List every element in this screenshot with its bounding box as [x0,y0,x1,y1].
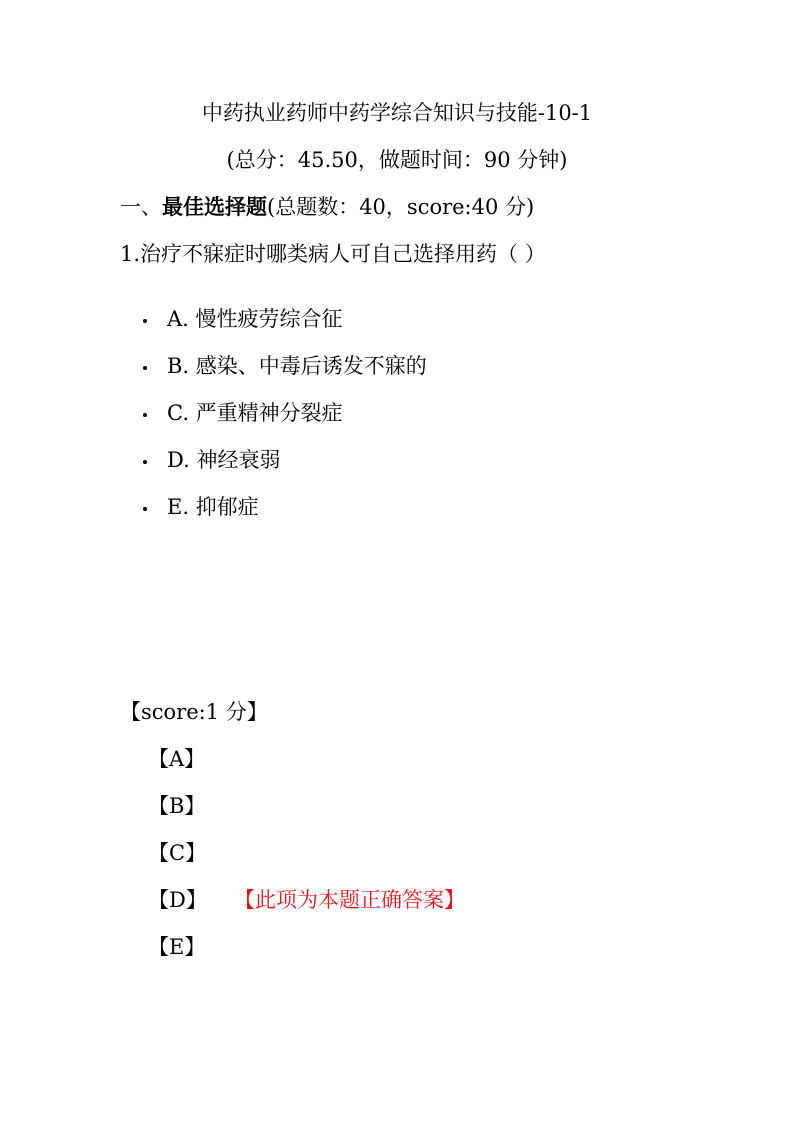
option-item [140,305,427,352]
option-label: C. 严重精神分裂症 [167,401,343,425]
answer-label: 【C】 [148,841,207,865]
answer-label: 【D】 [148,888,207,912]
option-label: E. 抑郁症 [167,495,259,519]
bullet-icon [143,413,147,417]
option-label: D. 神经衰弱 [167,448,281,472]
bullet-icon [143,507,147,511]
answer-row [148,886,465,933]
answer-row [148,792,207,839]
section-heading [120,193,534,221]
document-subtitle: (总分：45.50，做题时间：90 分钟) [226,148,568,172]
bullet-icon [143,460,147,464]
question-score: 【score:1 分】 [120,700,268,724]
bullet-icon [143,319,147,323]
option-item [140,399,427,446]
option-list [140,305,427,540]
correct-answer-note: 【此项为本题正确答案】 [234,888,465,912]
answer-row [148,745,207,792]
document-title: 中药执业药师中药学综合知识与技能-10-1 [201,101,593,125]
option-item [140,446,427,493]
option-label: A. 慢性疲劳综合征 [167,307,343,331]
answer-row [148,839,207,886]
question-text: 1.治疗不寐症时哪类病人可自己选择用药（ ） [120,242,546,266]
section-name: 最佳选择题 [162,195,267,219]
bullet-icon [143,366,147,370]
option-item [140,352,427,399]
answer-list [148,745,465,980]
section-info: (总题数：40，score:40 分) [267,195,535,219]
section-prefix: 一、 [120,195,162,219]
answer-label: 【B】 [148,794,206,818]
option-label: B. 感染、中毒后诱发不寐的 [167,354,427,378]
option-item [140,493,427,540]
answer-row [148,933,207,980]
answer-label: 【E】 [148,935,206,959]
answer-label: 【A】 [148,747,206,771]
